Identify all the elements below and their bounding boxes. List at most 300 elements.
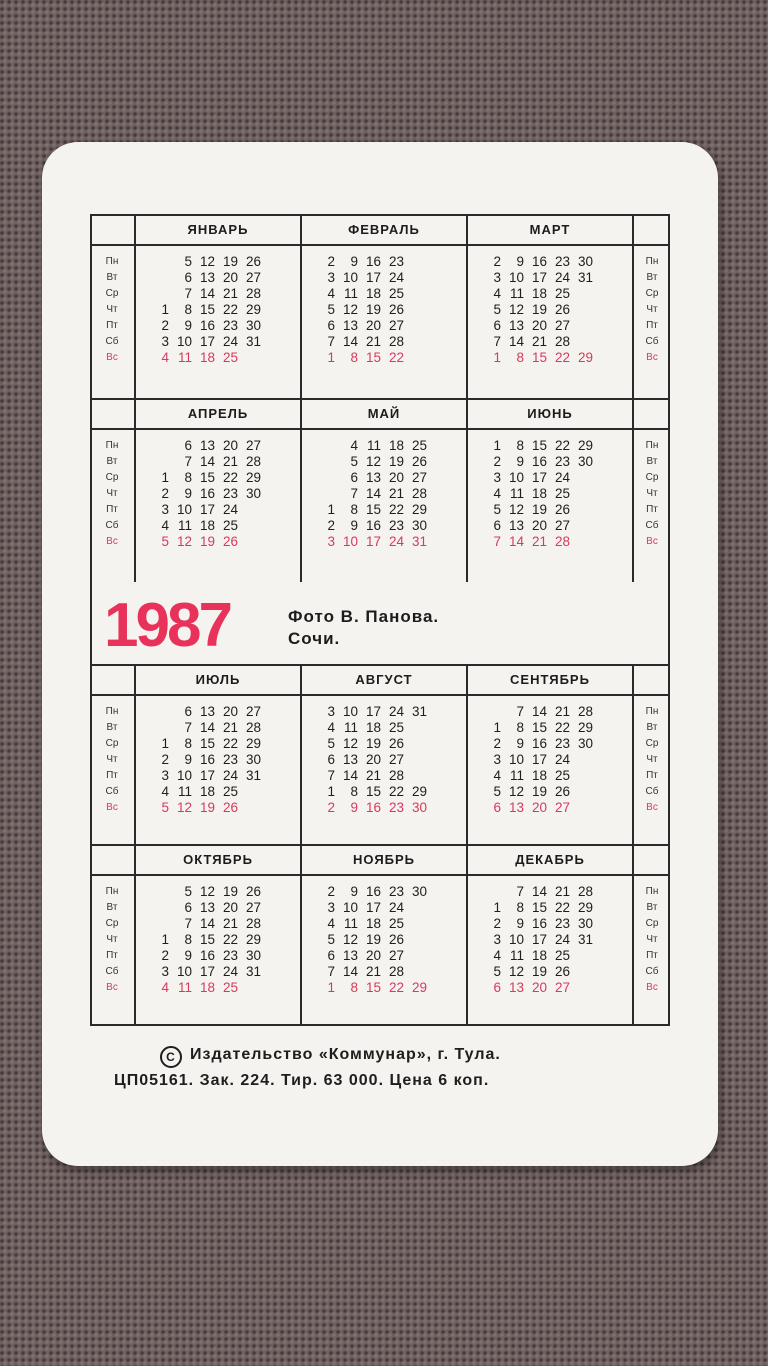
day-cell: 15 (365, 502, 381, 517)
day-cell: 24 (222, 334, 238, 349)
day-cell: 14 (199, 720, 215, 735)
day-cell: 12 (508, 302, 524, 317)
day-cell: 25 (411, 438, 427, 453)
sunday-row (146, 800, 310, 816)
day-cell: 24 (554, 932, 570, 947)
day-cell: 30 (577, 916, 593, 931)
weekday-row (146, 254, 310, 270)
day-cell: 27 (554, 980, 570, 995)
weekday-label: Вт (646, 902, 658, 913)
day-cell (238, 350, 261, 366)
day-cell: 18 (531, 768, 547, 783)
weekday-row (312, 752, 476, 768)
day-cell: 18 (531, 486, 547, 501)
day-cell: 5 (327, 736, 335, 751)
day-cell: 12 (365, 454, 381, 469)
weekday-row (312, 932, 476, 948)
month-name: ЯНВАРЬ (187, 222, 249, 237)
day-cell: 6 (350, 470, 358, 485)
day-cell: 2 (161, 752, 169, 767)
weekday-row (146, 784, 310, 800)
weekday-row (478, 784, 642, 800)
pocket-calendar-card (42, 142, 718, 1166)
weekday-label: Вс (106, 802, 118, 813)
day-cell: 8 (350, 980, 358, 995)
sunday-row (478, 800, 642, 816)
day-cell: 7 (184, 286, 192, 301)
weekday-row (146, 932, 310, 948)
day-cell: 2 (493, 916, 501, 931)
day-cell: 1 (327, 980, 335, 995)
weekday-label: Вс (646, 802, 658, 813)
day-cell: 9 (184, 318, 192, 333)
weekday-label: Сб (105, 966, 119, 977)
day-cell (570, 964, 593, 980)
day-cell: 9 (516, 916, 524, 931)
month-name: АВГУСТ (355, 672, 413, 687)
weekday-label: Вт (106, 456, 118, 467)
day-cell: 5 (350, 454, 358, 469)
day-cell: 31 (411, 704, 427, 719)
day-cell: 9 (516, 736, 524, 751)
day-cell: 17 (199, 964, 215, 979)
day-cell: 18 (365, 916, 381, 931)
day-cell: 8 (516, 900, 524, 915)
day-cell: 23 (388, 518, 404, 533)
month-days (146, 254, 310, 366)
day-cell: 19 (531, 302, 547, 317)
weekday-row (146, 486, 310, 502)
day-cell: 26 (411, 454, 427, 469)
day-cell: 13 (508, 800, 524, 815)
day-cell: 1 (493, 900, 501, 915)
day-cell: 24 (222, 768, 238, 783)
day-cell (404, 964, 427, 980)
day-cell (570, 318, 593, 334)
day-cell: 19 (531, 784, 547, 799)
day-cell: 20 (222, 900, 238, 915)
sunday-row (478, 350, 642, 366)
month-name: ФЕВРАЛЬ (348, 222, 420, 237)
day-cell: 26 (388, 932, 404, 947)
day-cell: 23 (388, 800, 404, 815)
weekday-row (312, 254, 476, 270)
weekday-label: Чт (106, 754, 118, 765)
day-cell: 6 (327, 752, 335, 767)
sunday-row (146, 534, 310, 550)
day-cell: 15 (365, 784, 381, 799)
day-cell: 30 (245, 948, 261, 963)
day-cell: 11 (177, 980, 192, 995)
weekday-row (146, 704, 310, 720)
day-cell: 10 (342, 270, 358, 285)
month-days (312, 254, 476, 366)
day-cell: 14 (531, 704, 547, 719)
day-cell: 16 (199, 318, 215, 333)
day-cell (146, 900, 169, 916)
month-days (478, 704, 642, 816)
day-cell: 28 (554, 334, 570, 349)
day-cell: 3 (493, 932, 501, 947)
day-cell: 14 (508, 534, 524, 549)
day-cell: 22 (554, 350, 570, 365)
day-cell: 24 (388, 900, 404, 915)
day-cell: 21 (365, 334, 381, 349)
weekday-row (146, 948, 310, 964)
weekday-row (146, 900, 310, 916)
day-cell: 5 (493, 784, 501, 799)
weekday-label: Пт (646, 320, 658, 331)
day-cell: 12 (508, 502, 524, 517)
day-cell: 17 (531, 752, 547, 767)
day-cell: 25 (554, 948, 570, 963)
day-cell: 14 (365, 486, 381, 501)
weekday-label: Пт (646, 504, 658, 515)
day-cell: 5 (184, 254, 192, 269)
sunday-row (312, 980, 476, 996)
day-cell (570, 752, 593, 768)
day-cell: 30 (411, 800, 427, 815)
month-name: МАРТ (529, 222, 571, 237)
day-cell: 2 (161, 948, 169, 963)
day-cell (146, 720, 169, 736)
weekday-row (312, 736, 476, 752)
day-cell: 9 (184, 752, 192, 767)
weekday-label: Сб (645, 520, 659, 531)
day-cell: 27 (411, 470, 427, 485)
day-cell: 27 (554, 318, 570, 333)
day-cell (570, 334, 593, 350)
day-cell: 25 (388, 916, 404, 931)
day-cell: 7 (184, 720, 192, 735)
day-cell: 29 (411, 784, 427, 799)
weekday-row (478, 302, 642, 318)
day-cell: 7 (516, 704, 524, 719)
day-cell: 14 (342, 768, 358, 783)
weekday-label: Вс (646, 536, 658, 547)
month-name: МАЙ (367, 406, 401, 421)
day-cell: 26 (245, 254, 261, 269)
day-cell: 23 (222, 318, 238, 333)
weekday-row (478, 470, 642, 486)
day-cell: 3 (327, 704, 335, 719)
weekday-label: Пн (645, 706, 659, 717)
day-cell: 22 (388, 784, 404, 799)
day-cell: 3 (327, 900, 335, 915)
day-cell: 3 (161, 334, 169, 349)
day-cell: 23 (222, 948, 238, 963)
day-cell (478, 884, 501, 900)
day-cell: 8 (516, 720, 524, 735)
sunday-row (312, 800, 476, 816)
weekday-row (146, 302, 310, 318)
day-cell (146, 286, 169, 302)
day-cell: 16 (531, 916, 547, 931)
day-cell: 9 (350, 800, 358, 815)
day-cell: 8 (184, 932, 192, 947)
weekday-label: Сб (645, 336, 659, 347)
day-cell: 29 (245, 932, 261, 947)
day-cell: 15 (199, 470, 215, 485)
day-cell: 7 (327, 334, 335, 349)
day-cell: 20 (531, 800, 547, 815)
day-cell (238, 502, 261, 518)
day-cell: 9 (350, 518, 358, 533)
day-cell (404, 916, 427, 932)
day-cell: 26 (554, 964, 570, 979)
day-cell: 8 (184, 470, 192, 485)
day-cell: 30 (411, 518, 427, 533)
day-cell: 23 (554, 916, 570, 931)
month-days (146, 438, 310, 550)
day-cell: 3 (161, 964, 169, 979)
weekday-label: Сб (645, 966, 659, 977)
day-cell: 20 (222, 438, 238, 453)
day-cell: 2 (161, 318, 169, 333)
day-cell (570, 518, 593, 534)
day-cell: 17 (199, 768, 215, 783)
month-days (478, 254, 642, 366)
day-cell: 3 (493, 752, 501, 767)
day-cell: 2 (327, 254, 335, 269)
month-name: СЕНТЯБРЬ (510, 672, 590, 687)
day-cell: 31 (245, 964, 261, 979)
day-cell: 13 (508, 518, 524, 533)
day-cell: 9 (350, 884, 358, 899)
day-cell: 13 (199, 270, 215, 285)
day-cell: 16 (199, 752, 215, 767)
day-cell (146, 884, 169, 900)
weekday-row (312, 486, 476, 502)
day-cell: 13 (199, 900, 215, 915)
day-cell (570, 470, 593, 486)
day-cell: 11 (177, 784, 192, 799)
day-cell: 17 (199, 502, 215, 517)
weekday-label: Чт (646, 934, 658, 945)
day-cell (570, 486, 593, 502)
weekday-label: Пн (645, 256, 659, 267)
weekday-label: Чт (646, 754, 658, 765)
weekday-row (312, 884, 476, 900)
weekday-labels-left (94, 254, 130, 366)
day-cell: 13 (342, 318, 358, 333)
day-cell: 1 (327, 784, 335, 799)
day-cell: 6 (493, 518, 501, 533)
weekday-row (146, 518, 310, 534)
day-cell: 14 (342, 964, 358, 979)
day-cell: 10 (508, 270, 524, 285)
month-name: ИЮЛЬ (195, 672, 241, 687)
day-cell: 20 (222, 270, 238, 285)
weekday-label: Пт (106, 320, 118, 331)
day-cell: 5 (161, 800, 169, 815)
day-cell: 25 (554, 486, 570, 501)
weekday-label: Вс (106, 536, 118, 547)
day-cell (404, 900, 427, 916)
day-cell: 11 (177, 518, 192, 533)
day-cell: 8 (184, 736, 192, 751)
day-cell: 2 (493, 454, 501, 469)
day-cell: 5 (493, 502, 501, 517)
day-cell: 14 (199, 454, 215, 469)
day-cell: 29 (577, 720, 593, 735)
day-cell: 16 (365, 254, 381, 269)
weekday-label: Вс (646, 352, 658, 363)
day-cell: 28 (245, 916, 261, 931)
day-cell: 4 (493, 768, 501, 783)
day-cell: 15 (531, 900, 547, 915)
day-cell (238, 980, 261, 996)
day-cell: 11 (509, 486, 524, 501)
day-cell: 4 (350, 438, 358, 453)
day-cell: 2 (327, 800, 335, 815)
day-cell: 26 (554, 502, 570, 517)
day-cell: 2 (327, 884, 335, 899)
day-cell: 31 (411, 534, 427, 549)
day-cell: 11 (343, 720, 358, 735)
day-cell: 15 (199, 932, 215, 947)
day-cell: 10 (176, 964, 192, 979)
day-cell: 4 (493, 286, 501, 301)
day-cell (570, 980, 593, 996)
day-cell: 12 (176, 800, 192, 815)
day-cell: 7 (327, 768, 335, 783)
weekday-label: Пн (105, 886, 119, 897)
day-cell: 31 (577, 932, 593, 947)
weekday-row (312, 768, 476, 784)
day-cell: 20 (531, 318, 547, 333)
month-name: ДЕКАБРЬ (515, 852, 585, 867)
day-cell: 19 (365, 302, 381, 317)
day-cell: 14 (508, 334, 524, 349)
day-cell: 29 (245, 736, 261, 751)
day-cell: 3 (493, 270, 501, 285)
day-cell (404, 334, 427, 350)
day-cell: 24 (388, 270, 404, 285)
day-cell (404, 318, 427, 334)
day-cell: 25 (388, 286, 404, 301)
weekday-label: Вт (106, 272, 118, 283)
day-cell (146, 454, 169, 470)
day-cell: 19 (531, 964, 547, 979)
weekday-row (478, 486, 642, 502)
day-cell: 8 (516, 350, 524, 365)
day-cell: 1 (327, 350, 335, 365)
quarter-block (92, 398, 668, 582)
day-cell: 11 (509, 286, 524, 301)
day-cell: 22 (222, 302, 238, 317)
day-cell: 26 (554, 784, 570, 799)
day-cell: 3 (161, 502, 169, 517)
day-cell: 30 (245, 486, 261, 501)
day-cell: 6 (184, 270, 192, 285)
day-cell: 26 (388, 302, 404, 317)
weekday-label: Пт (646, 950, 658, 961)
day-cell: 13 (365, 470, 381, 485)
day-cell: 16 (531, 454, 547, 469)
day-cell: 10 (342, 900, 358, 915)
day-cell: 25 (222, 518, 238, 533)
weekday-label: Ср (105, 918, 119, 929)
weekday-row (478, 768, 642, 784)
day-cell: 28 (411, 486, 427, 501)
day-cell: 21 (222, 720, 238, 735)
month-days (312, 438, 476, 550)
weekday-row (478, 900, 642, 916)
day-cell: 18 (365, 720, 381, 735)
weekday-row (478, 318, 642, 334)
day-cell: 28 (577, 884, 593, 899)
day-cell: 5 (184, 884, 192, 899)
day-cell: 15 (531, 350, 547, 365)
day-cell: 29 (411, 502, 427, 517)
day-cell: 12 (199, 884, 215, 899)
weekday-row (312, 302, 476, 318)
day-cell: 20 (531, 518, 547, 533)
weekday-row (146, 752, 310, 768)
sunday-row (478, 980, 642, 996)
weekday-label: Пт (646, 770, 658, 781)
weekday-row (312, 964, 476, 980)
day-cell: 7 (493, 534, 501, 549)
day-cell: 3 (327, 270, 335, 285)
weekday-label: Пн (105, 706, 119, 717)
photo-credit-author: Фото В. Панова. (288, 607, 440, 626)
weekday-label: Ср (645, 738, 659, 749)
weekday-row (312, 454, 476, 470)
day-cell: 16 (199, 948, 215, 963)
day-cell: 13 (508, 318, 524, 333)
day-cell: 25 (222, 784, 238, 799)
weekday-row (312, 704, 476, 720)
day-cell (570, 800, 593, 816)
day-cell: 25 (554, 768, 570, 783)
day-cell: 4 (161, 980, 169, 995)
day-cell: 23 (388, 884, 404, 899)
day-cell: 14 (199, 916, 215, 931)
weekday-label: Вт (646, 456, 658, 467)
day-cell: 18 (199, 980, 215, 995)
weekday-row (312, 784, 476, 800)
day-cell: 21 (388, 486, 404, 501)
weekday-row (146, 502, 310, 518)
day-cell: 10 (508, 752, 524, 767)
day-cell: 10 (176, 334, 192, 349)
weekday-label: Сб (105, 786, 119, 797)
day-cell (146, 438, 169, 454)
day-cell (238, 800, 261, 816)
sunday-row (146, 350, 310, 366)
day-cell: 11 (177, 350, 192, 365)
day-cell: 13 (199, 438, 215, 453)
day-cell: 11 (343, 916, 358, 931)
day-cell: 9 (184, 948, 192, 963)
weekday-row (312, 286, 476, 302)
day-cell: 30 (245, 318, 261, 333)
weekday-row (146, 964, 310, 980)
day-cell: 30 (577, 454, 593, 469)
day-cell: 22 (388, 980, 404, 995)
day-cell: 21 (531, 334, 547, 349)
weekday-row (478, 720, 642, 736)
day-cell: 10 (508, 932, 524, 947)
day-cell: 19 (199, 800, 215, 815)
day-cell: 18 (199, 350, 215, 365)
day-cell: 12 (176, 534, 192, 549)
day-cell: 10 (508, 470, 524, 485)
weekday-label: Чт (646, 304, 658, 315)
weekday-label: Вт (106, 902, 118, 913)
